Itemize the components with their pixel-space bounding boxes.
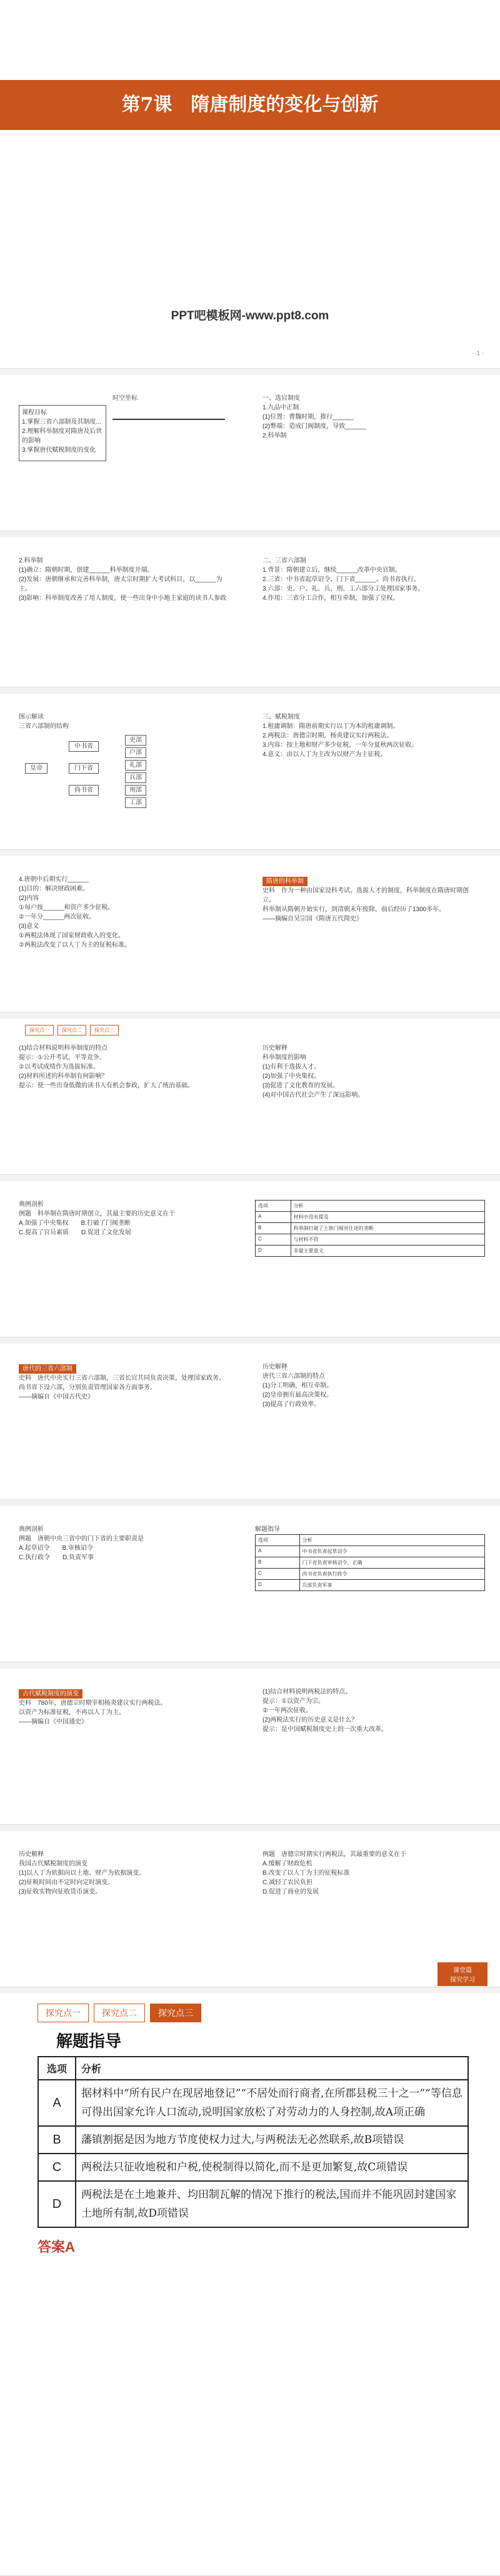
slide-6-right: 历史解释 科举制度的影响 (1)有利于选拔人才。 (2)加强了中央集权。 (3)促进了文化教育的发展。 (4)对中国古代社会产生了深远影响。	[262, 1045, 364, 1099]
node-li2: 礼部	[125, 760, 146, 771]
slide-2	[0, 375, 500, 531]
cover-slide	[0, 0, 500, 369]
answer-table	[38, 2056, 469, 2228]
node-gong: 工部	[125, 797, 146, 808]
slide-3-right: 二、三省六部制 1.背景：隋朝建立后，继续______改革中央官制。 2.三省：中书省起草诏令、门下省______、尚书省执行。 3.六部：吏、户、礼、兵、刑、工六部分工处理国家事务。 4.作用：三省分工合作，相互牵制，加强了皇权。	[262, 557, 424, 602]
slide-6-left: (1)结合材料说明科举制度的特点 提示：①公开考试，平等竞争。 ②以考试成绩作为选拔标准。 (2)材料所述的科举制有何影响？ 提示：使一些出身低微的读书人有机会参政，扩大了统治基础。	[19, 1045, 194, 1089]
tab-2[interactable]: 探究点二	[58, 1025, 86, 1036]
slide-3	[0, 537, 500, 687]
node-li: 吏部	[125, 735, 146, 746]
node-menxia: 门下省	[69, 763, 99, 774]
explore-button[interactable]: 探究学习	[450, 1977, 475, 1984]
slide-9-table: 解题指导 选项 分析 A 中书省负责起草诏令 B 门下省负责审核诏令，正确 C 尚书省负责执行政令 D 兵部负责军事	[255, 1525, 485, 1591]
node-zhongshu: 中书省	[69, 741, 99, 752]
row-c-option: C	[38, 2154, 76, 2181]
slide-7-left: 典例剖析 例题 科举制在隋唐时期创立，其最主要的历史意义在于 A.加强了中央集权 B.打破了门阀垄断 C.提高了官员素质 D.促进了文化发展	[19, 1201, 175, 1236]
answer-table-wrap	[38, 2056, 469, 2256]
node-hu: 户部	[125, 747, 146, 758]
tab-3[interactable]: 探究点三	[90, 1025, 119, 1036]
slide-5	[0, 856, 500, 1012]
tab-point-2[interactable]: 探究点二	[94, 2004, 145, 2022]
page-number: · 1 ·	[472, 350, 484, 357]
slide-8-left: 唐代的三省六部制 史料 唐代中央实行三省六部制，三省长官共同负责决策，处理国家政务。 尚书省下设六部，分别负责管理国家各方面事务。 ——摘编自《中国古代史》	[19, 1365, 225, 1400]
node-xing: 刑部	[125, 785, 146, 796]
classroom-button[interactable]: 课堂篇	[453, 1967, 472, 1974]
col-analysis: 分析	[76, 2057, 468, 2080]
slide-6-tabs	[25, 1025, 119, 1036]
cover-watermark: PPT吧模板网-www.ppt8.com	[171, 309, 329, 322]
col-option: 选项	[38, 2057, 76, 2080]
answer-heading: 解题指导	[56, 2032, 122, 2050]
slide-9	[0, 1506, 500, 1662]
slide-4-right: 三、赋税制度 1.租庸调制：隋唐前期实行以丁为本的租庸调制。 2.两税法：唐德宗时期，杨炎建议实行两税法。 3.内容：按土地和财产多少征税，一年分夏秋两次征收。 4.意义：由以人丁为主改为以财产为主征税。	[262, 714, 418, 758]
answer-tabs	[38, 2004, 201, 2022]
tab-1[interactable]: 探究点一	[25, 1025, 54, 1036]
slide-4-left: 图示解读 三省六部制的结构 皇帝 中书省 门下省 尚书省 吏部 户部 礼部 兵部 刑部 工部	[19, 712, 231, 810]
node-emperor: 皇帝	[25, 763, 48, 774]
node-bing: 兵部	[125, 772, 146, 783]
cover-title: 第7课 隋唐制度的变化与创新	[0, 80, 500, 130]
slide-11	[0, 1831, 500, 1987]
row-c-analysis: 两税法只征收地税和户税,使税制得以简化,而不是更加繁复,故C项错误	[76, 2154, 468, 2181]
structure-diagram	[19, 735, 231, 810]
slide-11-right: 例题 唐德宗时期实行两税法，其最重要的意义在于 A.缓解了财政危机 B.改变了以人丁为主的征税标准 C.减轻了农民负担 D.促进了商业的发展	[262, 1851, 406, 1895]
slide-10-right: (1)结合材料说明两税法的特点。 提示：①以资产为宗。 ②一年两次征收。 (2)两税法实行的历史意义是什么？ 提示：是中国赋税制度史上的一次重大改革。	[262, 1689, 388, 1733]
slide-2-left	[19, 394, 231, 454]
row-b-option: B	[38, 2126, 76, 2154]
row-d-analysis: 两税法是在土地兼并、均田制瓦解的情况下推行的税法,国而并不能巩固封建国家土地所有制,故D项错误	[76, 2181, 468, 2227]
slide-7	[0, 1181, 500, 1337]
slide-9-left: 典例剖析 例题 唐朝中央三省中的门下省的主要职责是 A.起草诏令 B.审核诏令 C.执行政令 D.负责军事	[19, 1526, 144, 1561]
row-a-analysis: 据材料中“所有民户在现居地登记”“不居处而行商者,在所郡县税三十之一”“等信息可得出国家允许人口流动,说明国家放松了对劳动力的人身控制,故A项正确	[76, 2080, 468, 2126]
slide-3-left: 2.科举制 (1)确立：隋朝时期，创建______科举制度开端。 (2)发展：唐朝继承和完善科举制，唐太宗时期扩大考试科目，以______为主。 (3)影响：科举制度改善了用人制度，使一些出身中小地主家庭的读书人参政	[19, 557, 227, 602]
tab-point-1[interactable]: 探究点一	[38, 2004, 89, 2022]
answer-text: 答案A	[38, 2239, 75, 2255]
timeline	[112, 419, 225, 420]
slide-5-left: 4.唐朝中后期实行______ (1)目的：解决财政困难。 (2)内容 ①每户按______和资产多少征税。 ②一年分______两次征收。 (3)意义 ①两税法体现了国家财政收入的变化。 ②两税法改变了以人丁为主的征税标准。	[19, 876, 131, 949]
slide-10-left: 古代赋税制度的演变 史料 780年，唐德宗时期宰相杨炎建议实行两税法。 以资产为标准征税，不再以人丁为主。 ——摘编自《中国通史》	[19, 1690, 167, 1725]
section-tag: 隋唐的科举制	[262, 877, 308, 886]
slide-6	[0, 1019, 500, 1175]
row-d-option: D	[38, 2181, 76, 2227]
row-b-analysis: 藩镇割据是因为地方节度使权力过大,与两税法无必然联系,故B项错误	[76, 2126, 468, 2154]
axis-label: 时空坐标	[112, 395, 138, 402]
row-a-option: A	[38, 2080, 76, 2126]
slide-10	[0, 1669, 500, 1825]
slide-5-right: 隋唐的科举制 史料 作为一种由国家设科考试、选拔人才的制度，科举制度在隋唐时期创立。 科举制从隋朝开始实行，到清朝末年废除，前后经历了1300多年。 ——摘编自吴宗国《隋唐五代简史》	[262, 878, 469, 922]
answer-slide	[0, 1994, 500, 2576]
node-shangshu: 尚书省	[69, 785, 99, 796]
goals-box: 课程目标 1.掌握三省六部制及其制度... 2.理解科举制度对隋唐及后世的影响 3.掌握唐代赋税制度的变化	[19, 405, 106, 461]
tab-point-3[interactable]: 探究点三	[150, 2004, 201, 2022]
classroom-buttons	[438, 1962, 488, 1986]
slide-8	[0, 1344, 500, 1500]
slide-4	[0, 694, 500, 850]
slide-11-left: 历史解释 我国古代赋税制度的演变 (1)以人丁为依据向以土地、财产为依据演变。 (2)征税时间由不定时向定时演变。 (3)征收实物向征收货币演变。	[19, 1851, 146, 1895]
slide-2-right: 一、选官制度 1.九品中正制 (1)位置：曹魏时期，推行______ (2)弊端：造成门阀制度，导致______ 2.科举制	[262, 395, 366, 439]
slide-7-table: 选项 分析 A 材料中没有提及 B 科举制打破了士族门阀对仕途的垄断 C 与材料不符 D 非最主要意义	[255, 1200, 485, 1257]
slide-8-right: 历史解释 唐代三省六部制的特点 (1)分工明确，相互牵制。 (2)皇帝拥有最高决策权。 (3)提高了行政效率。	[262, 1364, 333, 1408]
